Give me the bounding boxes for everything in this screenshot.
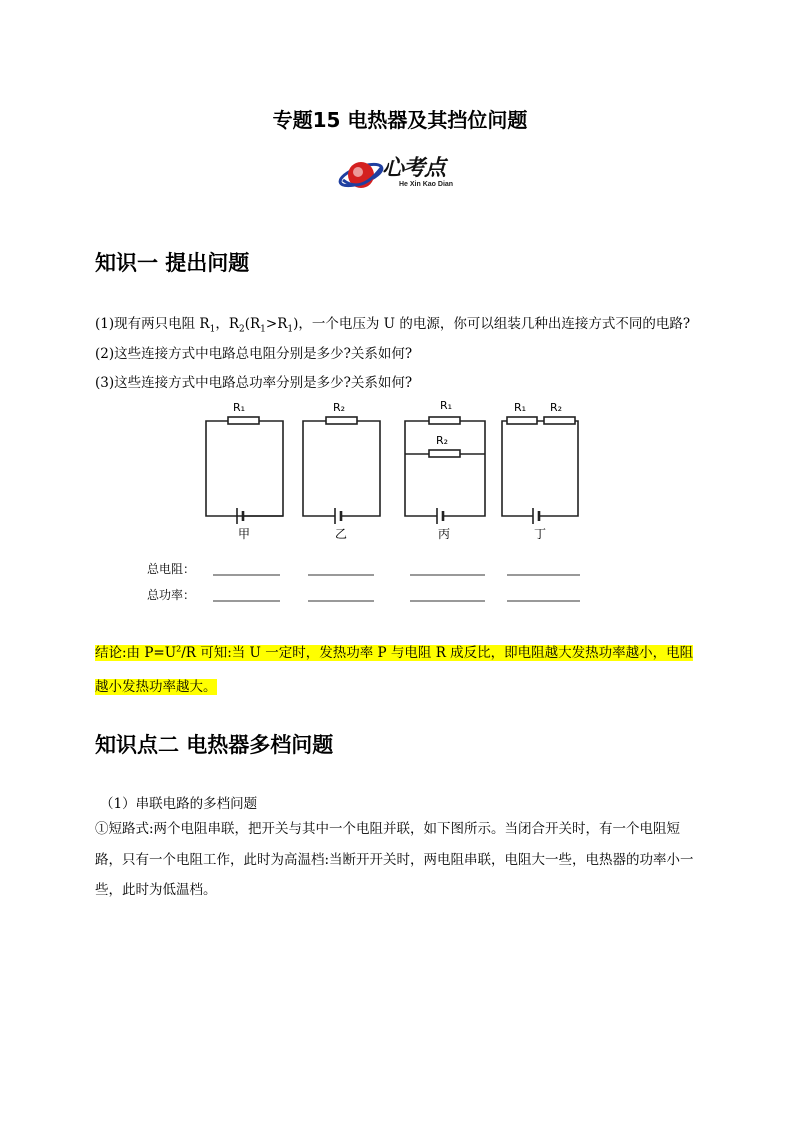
question-2: (2)这些连接方式中电路总电阻分别是多少?关系如何?: [95, 346, 413, 362]
circuit-ding: [502, 417, 578, 524]
circuit-jia: [206, 417, 283, 524]
circuit-ding-r2-label: R₂: [550, 401, 563, 414]
circuit-jia-r1-label: R₁: [233, 401, 246, 414]
circuit-ding-label: 丁: [534, 527, 547, 541]
circuit-yi-r2-label: R₂: [333, 401, 346, 414]
circuit-ding-r1-label: R₁: [514, 401, 527, 414]
page-title: 专题15 电热器及其挡位问题: [272, 108, 528, 132]
circuit-bing-label: 丙: [438, 527, 451, 541]
logo-mark-icon: [337, 150, 387, 198]
section1-heading: 知识一 提出问题: [95, 251, 250, 275]
section2-heading: 知识点二 电热器多档问题: [95, 733, 334, 757]
logo: [337, 150, 463, 198]
circuit-bing-r2-label: R₂: [436, 434, 449, 447]
logo-text: 心考点: [382, 155, 446, 181]
question-3: (3)这些连接方式中电路总功率分别是多少?关系如何?: [95, 375, 413, 391]
circuit-yi-label: 乙: [335, 527, 348, 541]
logo-subtext: He Xin Kao Dian: [399, 181, 454, 188]
circuit-yi: [303, 417, 380, 524]
body-paragraph: ①短路式:两个电阻串联，把开关与其中一个电阻并联，如下图所示。当闭合开关时，有一个电阻短路，只有一个电阻工作，此时为高温档:当断开开关时，两电阻串联，电阻大一些，电热器的功率小一些，此时为低温档。: [95, 821, 694, 898]
question-1: (1)现有两只电阻 $R_1$，$R_2(R_1>R_1)$，一个电压为 U 的电源，你可以组装几种出连接方式不同的电路?: [95, 316, 691, 335]
conclusion: 结论:由 $P=U^2/R$ 可知:当 U 一定时，发热功率 P 与电阻 R 成反比，即电阻越大发热功率越小，电阻 越小发热功率越大。: [95, 644, 694, 695]
subsection-1: （1）串联电路的多档问题: [100, 796, 258, 812]
total-resistance-label: 总电阻：: [147, 562, 196, 576]
circuit-bing-r1-label: R₁: [440, 399, 453, 412]
circuit-diagrams: [140, 396, 600, 611]
circuit-jia-label: 甲: [238, 527, 251, 541]
answer-blanks: [213, 575, 580, 601]
total-power-label: 总功率：: [147, 588, 196, 602]
